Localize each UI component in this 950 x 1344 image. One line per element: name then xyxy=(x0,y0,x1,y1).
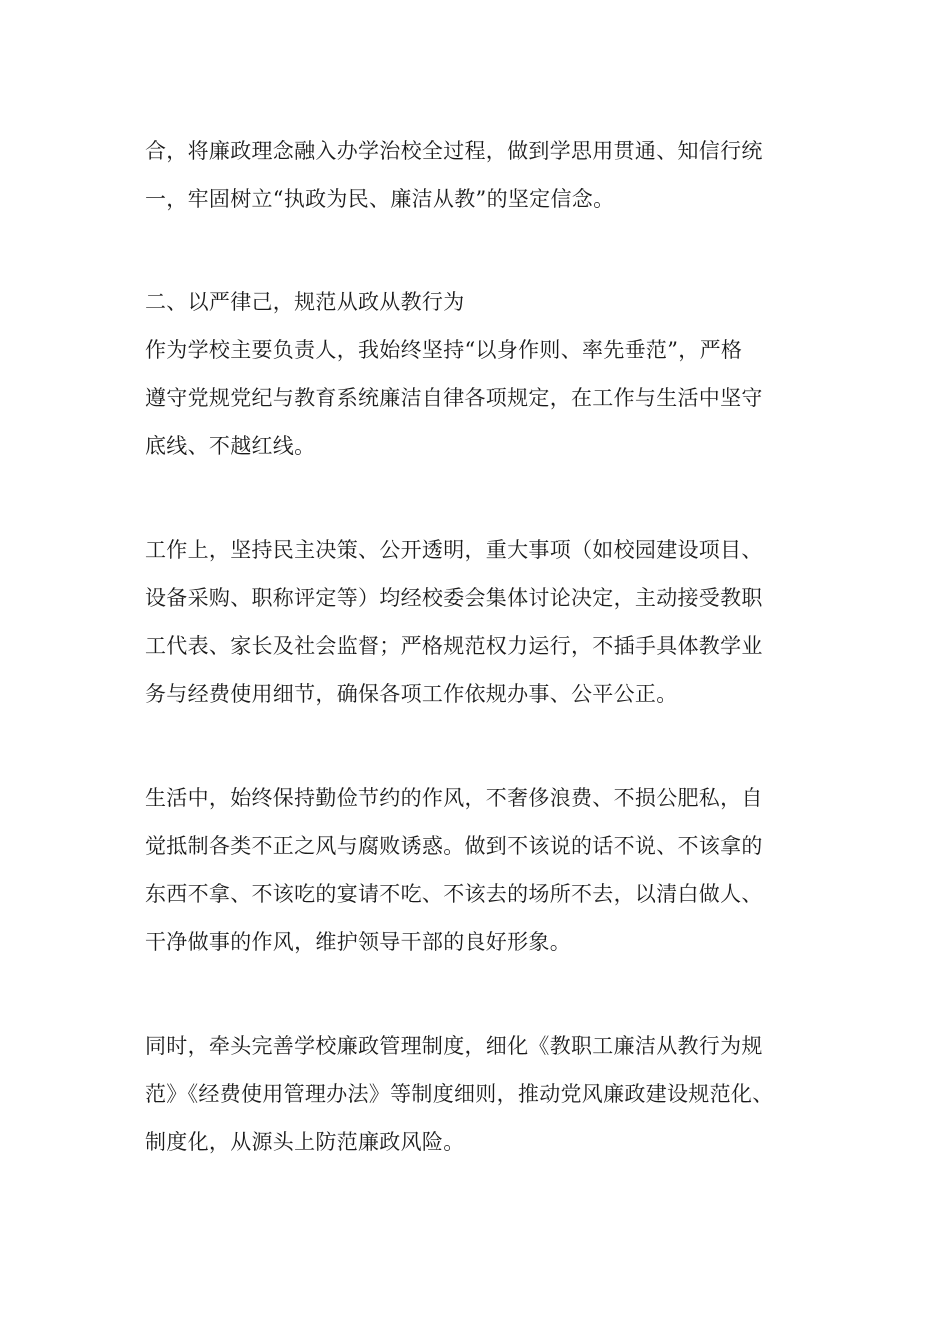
paragraph-line: 设备采购、职称评定等）均经校委会集体讨论决定，主动接受教职 xyxy=(145,586,763,610)
paragraph-line: 生活中，始终保持勤俭节约的作风，不奢侈浪费、不损公肥私，自 xyxy=(145,786,763,810)
paragraph-line: 作为学校主要负责人，我始终坚持“以身作则、率先垂范”，严格 xyxy=(145,338,743,362)
paragraph-line: 范》《经费使用管理办法》等制度细则，推动党风廉政建设规范化、 xyxy=(145,1082,774,1106)
paragraph-line: 东西不拿、不该吃的宴请不吃、不该去的场所不去，以清白做人、 xyxy=(145,882,763,906)
paragraph-line: 工作上，坚持民主决策、公开透明，重大事项（如校园建设项目、 xyxy=(145,538,763,562)
paragraph-line: 底线、不越红线。 xyxy=(145,434,316,458)
paragraph-line: 干净做事的作风，维护领导干部的良好形象。 xyxy=(145,930,571,954)
paragraph-line: 务与经费使用细节，确保各项工作依规办事、公平公正。 xyxy=(145,682,678,706)
paragraph-line: 同时，牵头完善学校廉政管理制度，细化《教职工廉洁从教行为规 xyxy=(145,1034,763,1058)
paragraph-line: 一，牢固树立“执政为民、廉洁从教”的坚定信念。 xyxy=(145,187,615,211)
paragraph-line: 制度化，从源头上防范廉政风险。 xyxy=(145,1130,465,1154)
paragraph-line: 觉抵制各类不正之风与腐败诱惑。做到不该说的话不说、不该拿的 xyxy=(145,834,763,858)
paragraph-line: 合，将廉政理念融入办学治校全过程，做到学思用贯通、知信行统 xyxy=(145,139,763,163)
section-heading: 二、以严律己，规范从政从教行为 xyxy=(145,290,465,314)
paragraph-line: 工代表、家长及社会监督；严格规范权力运行，不插手具体教学业 xyxy=(145,634,763,658)
paragraph-line: 遵守党规党纪与教育系统廉洁自律各项规定，在工作与生活中坚守 xyxy=(145,386,763,410)
